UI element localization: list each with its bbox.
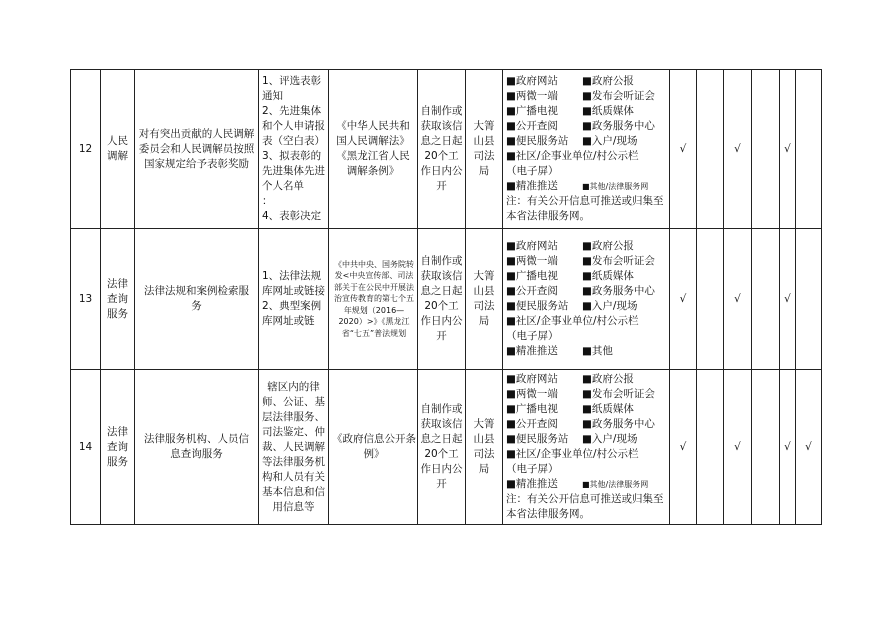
description-cell: [135, 70, 259, 229]
channel-item: ■政府网站: [506, 75, 558, 87]
check-cell: [752, 370, 780, 525]
check-cell: [796, 229, 822, 370]
category-text: 法律查询服务: [107, 425, 128, 468]
deadline-text: 自制作或获取该信息之日起20个工作日内公开: [420, 105, 463, 192]
channel-item: ■公开查阅: [506, 285, 558, 297]
channel-item: ■入户/现场: [582, 433, 638, 445]
check-cell: √: [780, 370, 796, 525]
documents-cell: [259, 229, 329, 370]
channel-item: ■政府公报: [582, 373, 634, 385]
check-cell: [752, 70, 780, 229]
check-cell: √: [724, 229, 752, 370]
description-text: 法律法规和案例检索服务: [144, 285, 249, 312]
channel-item: ■精准推送: [506, 478, 558, 490]
check-cell: √: [780, 229, 796, 370]
channel-item: ■入户/现场: [582, 300, 638, 312]
document-item: 辖区内的律师、公证、基层法律服务、司法鉴定、仲裁、人民调解等法律服务机构和人员有关基本信息和信用信息等: [262, 380, 325, 513]
channel-item: ■广播电视: [506, 105, 558, 117]
channel-note: 注：有关公开信息可推送或归集至本省法律服务网。: [506, 195, 664, 222]
documents-cell: [259, 370, 329, 525]
description-cell: [135, 229, 259, 370]
channel-item: ■便民服务站: [506, 300, 569, 312]
channel-item: ■政务服务中心: [582, 285, 655, 297]
channel-item: （电子屏）: [506, 165, 559, 177]
channel-item: ■公开查阅: [506, 418, 558, 430]
document-item: ：: [262, 195, 273, 207]
channel-item: ■广播电视: [506, 403, 558, 415]
check-cell: [697, 370, 724, 525]
row-number: 14: [71, 370, 101, 525]
subject-text: 大箐山县司法局: [473, 270, 495, 327]
channel-item: ■政府公报: [582, 75, 634, 87]
deadline-text: 自制作或获取该信息之日起20个工作日内公开: [420, 255, 463, 342]
channel-item: ■便民服务站: [506, 433, 569, 445]
check-cell: √: [724, 370, 752, 525]
check-cell: [796, 70, 822, 229]
channels-cell: [503, 370, 670, 525]
document-item: 3、拟表彰的先进集体先进个人名单: [262, 150, 325, 192]
table-row: [71, 70, 822, 229]
channel-item: ■两微一端: [506, 255, 558, 267]
check-cell: [752, 229, 780, 370]
channel-item: ■政务服务中心: [582, 120, 655, 132]
channel-item: ■发布会听证会: [582, 90, 655, 102]
basis-text: 《中华人民共和国人民调解法》《黑龙江省人民调解条例》: [336, 120, 410, 177]
subject-cell: [466, 370, 503, 525]
channel-item: ■社区/企事业单位/村公示栏: [506, 150, 639, 162]
check-cell: √: [780, 70, 796, 229]
row-number: 12: [71, 70, 101, 229]
check-cell: [697, 70, 724, 229]
basis-text: 《中共中央、国务院转发<中央宣传部、司法部关于在公民中开展法治宣传教育的第七个五年规划（2016—2020）>》《黑龙江省“七五”普法规划: [334, 259, 414, 338]
channel-item: ■社区/企事业单位/村公示栏: [506, 448, 639, 460]
documents-cell: [259, 70, 329, 229]
check-cell: √: [670, 370, 697, 525]
subject-cell: [466, 229, 503, 370]
channel-item: ■其他/法律服务网: [582, 182, 649, 191]
channel-item: ■两微一端: [506, 388, 558, 400]
category-cell: [101, 70, 135, 229]
channel-item: ■政府网站: [506, 240, 558, 252]
category-text: 法律查询服务: [107, 277, 128, 320]
description-cell: [135, 370, 259, 525]
basis-cell: [329, 229, 418, 370]
channels-cell: [503, 229, 670, 370]
subject-text: 大箐山县司法局: [473, 418, 495, 475]
channel-item: ■精准推送: [506, 180, 558, 192]
basis-cell: [329, 370, 418, 525]
channel-item: ■入户/现场: [582, 135, 638, 147]
channel-item: ■社区/企事业单位/村公示栏: [506, 315, 639, 327]
category-cell: [101, 229, 135, 370]
channel-item: ■发布会听证会: [582, 388, 655, 400]
subject-text: 大箐山县司法局: [473, 120, 495, 177]
description-text: 法律服务机构、人员信息查询服务: [144, 433, 249, 460]
channel-item: （电子屏）: [506, 330, 559, 342]
channel-item: ■发布会听证会: [582, 255, 655, 267]
category-cell: [101, 370, 135, 525]
channels-cell: [503, 70, 670, 229]
channel-item: （电子屏）: [506, 463, 559, 475]
check-cell: √: [670, 229, 697, 370]
category-text: 人民调解: [107, 135, 128, 162]
channel-item: ■纸质媒体: [582, 270, 634, 282]
channel-item: ■纸质媒体: [582, 105, 634, 117]
basis-text: 《政府信息公开条例》: [332, 433, 416, 460]
check-cell: √: [724, 70, 752, 229]
document-item: 4、表彰决定: [262, 210, 322, 222]
channel-item: ■便民服务站: [506, 135, 569, 147]
check-cell: √: [796, 370, 822, 525]
channel-item: ■纸质媒体: [582, 403, 634, 415]
channel-item: ■其他: [582, 345, 613, 357]
disclosure-table: [70, 69, 822, 525]
channel-item: ■政府公报: [582, 240, 634, 252]
row-number: 13: [71, 229, 101, 370]
channel-item: ■政务服务中心: [582, 418, 655, 430]
subject-cell: [466, 70, 503, 229]
document-item: 2、先进集体和个人申请报表（空白表）: [262, 105, 325, 147]
deadline-text: 自制作或获取该信息之日起20个工作日内公开: [420, 403, 463, 490]
description-text: 对有突出贡献的人民调解委员会和人民调解员按照国家规定给予表彰奖励: [138, 127, 255, 170]
check-cell: √: [670, 70, 697, 229]
table-row: [71, 229, 822, 370]
table-row: [71, 370, 822, 525]
deadline-cell: [418, 229, 466, 370]
document-item: 2、典型案例库网址或链: [262, 300, 322, 327]
document-item: 1、评选表彰通知: [262, 75, 322, 102]
channel-item: ■广播电视: [506, 270, 558, 282]
channel-item: ■精准推送: [506, 345, 558, 357]
deadline-cell: [418, 70, 466, 229]
channel-item: ■其他/法律服务网: [582, 480, 649, 489]
channel-note: 注：有关公开信息可推送或归集至本省法律服务网。: [506, 493, 664, 520]
channel-item: ■公开查阅: [506, 120, 558, 132]
channel-item: ■政府网站: [506, 373, 558, 385]
basis-cell: [329, 70, 418, 229]
check-cell: [697, 229, 724, 370]
deadline-cell: [418, 370, 466, 525]
document-item: 1、法律法规库网址或链接: [262, 270, 325, 297]
channel-item: ■两微一端: [506, 90, 558, 102]
